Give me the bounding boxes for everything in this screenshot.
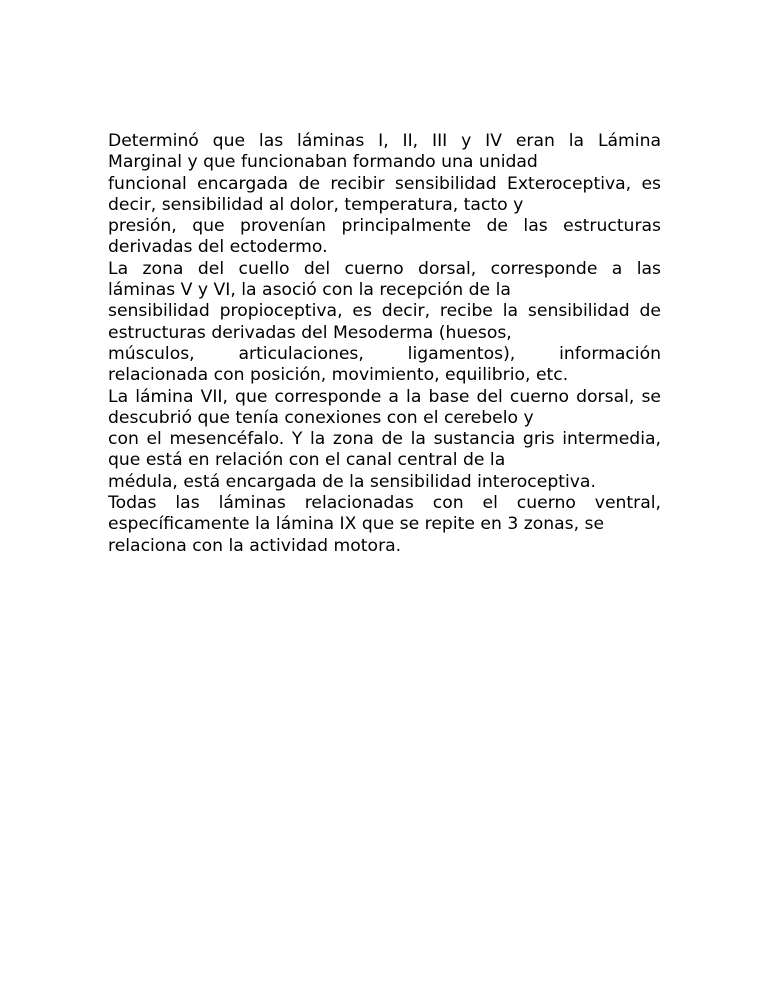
text-line: médula, está encargada de la sensibilidad interoceptiva. [108,471,596,492]
text-line: funcional encargada de recibir sensibilidad Exteroceptiva, es [108,173,661,194]
text-line: relacionada con posición, movimiento, equilibrio, etc. [108,365,569,386]
body-text [108,131,661,557]
text-line: Determinó que las láminas I, II, III y IV eran la Lámina [108,131,661,151]
text-line: sensibilidad propioceptiva, es decir, recibe la sensibilidad de [108,301,661,322]
text-line: específicamente la lámina IX que se repite en 3 zonas, se [108,514,605,535]
text-line: derivadas del ectodermo. [108,237,328,258]
text-line: decir, sensibilidad al dolor, temperatura, tacto y [108,194,524,215]
text-line: que está en relación con el canal central de la [108,450,506,471]
text-line: estructuras derivadas del Mesoderma (huesos, [108,322,512,343]
text-line: con el mesencéfalo. Y la zona de la sustancia gris intermedia, [108,429,661,450]
text-line: La zona del cuello del cuerno dorsal, corresponde a las [108,258,661,279]
text-line: La lámina VII, que corresponde a la base del cuerno dorsal, se [108,386,661,407]
text-line: láminas V y VI, la asoció con la recepción de la [108,280,511,301]
text-line: Marginal y que funcionaban formando una unidad [108,152,538,173]
text-line: relaciona con la actividad motora. [108,535,402,556]
text-line: músculos, articulaciones, ligamentos), información [108,343,661,364]
text-line: Todas las láminas relacionadas con el cuerno ventral, [108,493,661,514]
text-line: presión, que provenían principalmente de las estructuras [108,216,661,237]
text-line: descubrió que tenía conexiones con el cerebelo y [108,407,534,428]
